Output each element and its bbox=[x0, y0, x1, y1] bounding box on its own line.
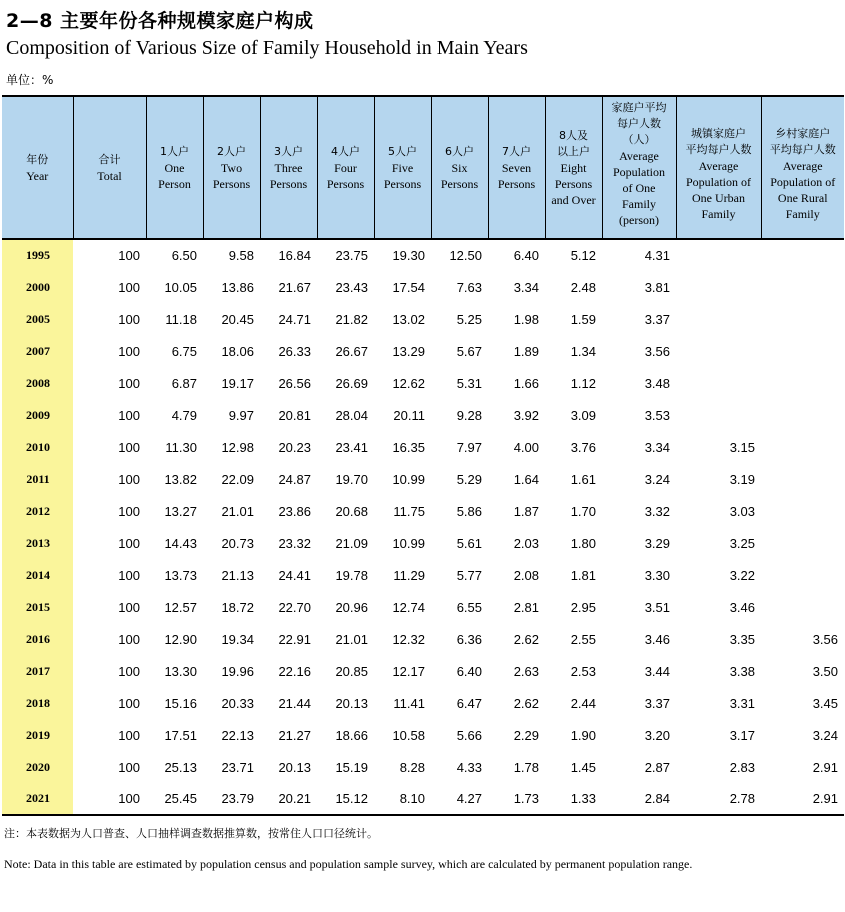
value-cell: 100 bbox=[118, 471, 140, 487]
value-cell: 19.17 bbox=[221, 375, 254, 391]
value-cell: 3.46 bbox=[729, 599, 755, 615]
year-cell: 2020 bbox=[2, 751, 73, 783]
value-cell: 23.32 bbox=[278, 535, 311, 551]
table-row bbox=[2, 271, 844, 303]
value-cell: 20.23 bbox=[278, 439, 311, 455]
value-cell: 3.32 bbox=[644, 503, 670, 519]
value-cell: 5.25 bbox=[456, 311, 482, 327]
value-cell: 23.43 bbox=[335, 279, 368, 295]
value-cell: 3.35 bbox=[729, 631, 755, 647]
year-cell: 2007 bbox=[2, 335, 73, 367]
value-cell: 3.15 bbox=[729, 439, 755, 455]
value-cell: 12.62 bbox=[392, 375, 425, 391]
value-cell: 6.40 bbox=[513, 248, 539, 263]
value-cell: 3.51 bbox=[644, 599, 670, 615]
value-cell: 21.01 bbox=[335, 631, 368, 647]
col-header-urban-average: 城镇家庭户 平均每户人数 Average Population of One Urban Family bbox=[676, 96, 761, 239]
value-cell: 100 bbox=[118, 727, 140, 743]
value-cell: 3.76 bbox=[570, 439, 596, 455]
value-cell: 17.54 bbox=[392, 279, 425, 295]
value-cell: 26.67 bbox=[335, 343, 368, 359]
value-cell: 1.81 bbox=[570, 567, 596, 583]
value-cell: 21.13 bbox=[221, 567, 254, 583]
value-cell: 10.58 bbox=[392, 727, 425, 743]
value-cell: 100 bbox=[118, 375, 140, 391]
value-cell: 5.29 bbox=[456, 471, 482, 487]
year-cell: 2000 bbox=[2, 271, 73, 303]
value-cell: 5.12 bbox=[570, 248, 596, 263]
household-composition-table bbox=[2, 95, 844, 816]
value-cell: 23.86 bbox=[278, 503, 311, 519]
value-cell: 3.03 bbox=[729, 503, 755, 519]
value-cell bbox=[761, 495, 844, 527]
table-row bbox=[2, 783, 844, 815]
value-cell: 100 bbox=[118, 311, 140, 327]
value-cell: 20.73 bbox=[221, 535, 254, 551]
value-cell: 7.63 bbox=[456, 279, 482, 295]
value-cell: 20.81 bbox=[278, 407, 311, 423]
value-cell: 3.81 bbox=[644, 279, 670, 295]
unit-label: 单位：% bbox=[6, 73, 54, 87]
value-cell: 18.06 bbox=[221, 343, 254, 359]
value-cell: 24.87 bbox=[278, 471, 311, 487]
value-cell: 2.48 bbox=[570, 279, 596, 295]
value-cell: 3.34 bbox=[513, 279, 539, 295]
value-cell: 20.21 bbox=[260, 783, 317, 815]
year-cell: 2012 bbox=[2, 495, 73, 527]
value-cell: 2.63 bbox=[513, 663, 539, 679]
table-row bbox=[2, 495, 844, 527]
value-cell: 3.17 bbox=[729, 727, 755, 743]
value-cell: 12.17 bbox=[392, 663, 425, 679]
value-cell: 2.03 bbox=[513, 535, 539, 551]
value-cell: 1.64 bbox=[513, 471, 539, 487]
value-cell: 1.33 bbox=[545, 783, 602, 815]
value-cell: 4.00 bbox=[513, 439, 539, 455]
value-cell: 12.32 bbox=[392, 631, 425, 647]
value-cell: 24.71 bbox=[278, 311, 311, 327]
value-cell: 13.02 bbox=[392, 311, 425, 327]
value-cell: 3.30 bbox=[644, 567, 670, 583]
value-cell: 3.45 bbox=[812, 695, 838, 711]
table-row bbox=[2, 399, 844, 431]
value-cell bbox=[761, 399, 844, 431]
table-row bbox=[2, 719, 844, 751]
value-cell: 23.75 bbox=[335, 248, 368, 263]
col-header-average-population: 家庭户平均 每户人数 （人） Average Population of One Family (person) bbox=[602, 96, 676, 239]
value-cell: 3.46 bbox=[644, 631, 670, 647]
value-cell: 2.29 bbox=[513, 727, 539, 743]
value-cell bbox=[761, 303, 844, 335]
value-cell: 3.56 bbox=[812, 631, 838, 647]
value-cell: 3.92 bbox=[513, 407, 539, 423]
value-cell: 8.10 bbox=[374, 783, 431, 815]
value-cell: 6.36 bbox=[456, 631, 482, 647]
footnote-cn: 注：本表数据为人口普查、人口抽样调查数据推算数，按常住人口口径统计。 bbox=[4, 827, 378, 840]
value-cell: 3.29 bbox=[644, 535, 670, 551]
value-cell: 3.24 bbox=[812, 727, 838, 743]
value-cell: 18.66 bbox=[335, 727, 368, 743]
value-cell: 20.68 bbox=[335, 503, 368, 519]
year-cell: 1995 bbox=[2, 239, 73, 271]
value-cell: 20.13 bbox=[278, 759, 311, 775]
value-cell: 6.75 bbox=[171, 343, 197, 359]
value-cell: 2.91 bbox=[812, 759, 838, 775]
year-cell: 2015 bbox=[2, 591, 73, 623]
table-row bbox=[2, 335, 844, 367]
value-cell: 6.87 bbox=[171, 375, 197, 391]
value-cell: 13.82 bbox=[164, 471, 197, 487]
col-header-rural-average: 乡村家庭户 平均每户人数 Average Population of One Rural Family bbox=[761, 96, 844, 239]
year-cell: 2008 bbox=[2, 367, 73, 399]
value-cell: 22.16 bbox=[278, 663, 311, 679]
value-cell: 9.28 bbox=[456, 407, 482, 423]
value-cell: 28.04 bbox=[335, 407, 368, 423]
value-cell: 2.81 bbox=[513, 599, 539, 615]
value-cell: 13.29 bbox=[392, 343, 425, 359]
value-cell: 2.91 bbox=[761, 783, 844, 815]
value-cell: 16.84 bbox=[278, 248, 311, 263]
value-cell: 20.45 bbox=[221, 311, 254, 327]
value-cell: 22.09 bbox=[221, 471, 254, 487]
value-cell: 5.67 bbox=[456, 343, 482, 359]
value-cell: 100 bbox=[118, 248, 140, 263]
value-cell: 19.96 bbox=[221, 663, 254, 679]
value-cell: 100 bbox=[73, 783, 146, 815]
value-cell: 1.66 bbox=[513, 375, 539, 391]
value-cell: 100 bbox=[118, 663, 140, 679]
value-cell: 11.41 bbox=[393, 695, 425, 711]
value-cell: 5.77 bbox=[456, 567, 482, 583]
value-cell: 1.73 bbox=[488, 783, 545, 815]
year-cell: 2017 bbox=[2, 655, 73, 687]
table-row bbox=[2, 463, 844, 495]
value-cell: 3.37 bbox=[644, 695, 670, 711]
value-cell: 26.69 bbox=[335, 375, 368, 391]
table-row bbox=[2, 527, 844, 559]
year-cell: 2010 bbox=[2, 431, 73, 463]
value-cell: 100 bbox=[118, 503, 140, 519]
value-cell: 15.19 bbox=[335, 759, 368, 775]
value-cell: 3.53 bbox=[644, 407, 670, 423]
value-cell: 6.55 bbox=[456, 599, 482, 615]
value-cell: 100 bbox=[118, 279, 140, 295]
value-cell: 26.33 bbox=[278, 343, 311, 359]
table-body bbox=[2, 239, 844, 815]
table-row bbox=[2, 431, 844, 463]
value-cell: 6.40 bbox=[456, 663, 482, 679]
value-cell bbox=[676, 335, 761, 367]
value-cell: 12.74 bbox=[392, 599, 425, 615]
value-cell bbox=[676, 367, 761, 399]
value-cell: 11.18 bbox=[165, 311, 197, 327]
value-cell: 5.66 bbox=[456, 727, 482, 743]
value-cell: 12.90 bbox=[164, 631, 197, 647]
value-cell: 3.56 bbox=[644, 343, 670, 359]
value-cell: 100 bbox=[118, 535, 140, 551]
year-cell: 2013 bbox=[2, 527, 73, 559]
table-row bbox=[2, 751, 844, 783]
value-cell: 3.24 bbox=[644, 471, 670, 487]
year-cell: 2014 bbox=[2, 559, 73, 591]
value-cell: 2.95 bbox=[570, 599, 596, 615]
value-cell bbox=[761, 271, 844, 303]
value-cell: 11.29 bbox=[393, 567, 425, 583]
value-cell: 2.44 bbox=[570, 695, 596, 711]
value-cell: 1.12 bbox=[570, 375, 596, 391]
value-cell bbox=[761, 335, 844, 367]
value-cell: 3.44 bbox=[644, 663, 670, 679]
table-row bbox=[2, 655, 844, 687]
year-cell: 2018 bbox=[2, 687, 73, 719]
value-cell: 100 bbox=[118, 407, 140, 423]
col-header-six-persons: 6人户 Six Persons bbox=[431, 96, 488, 239]
value-cell: 5.61 bbox=[456, 535, 482, 551]
col-header-two-persons: 2人户 Two Persons bbox=[203, 96, 260, 239]
value-cell: 17.51 bbox=[164, 727, 197, 743]
value-cell bbox=[761, 559, 844, 591]
value-cell: 20.96 bbox=[335, 599, 368, 615]
year-cell: 2021 bbox=[2, 783, 73, 815]
value-cell bbox=[761, 431, 844, 463]
value-cell: 1.45 bbox=[570, 759, 596, 775]
value-cell: 2.53 bbox=[570, 663, 596, 679]
table-row bbox=[2, 687, 844, 719]
value-cell: 14.43 bbox=[164, 535, 197, 551]
value-cell: 3.50 bbox=[812, 663, 838, 679]
value-cell: 2.84 bbox=[602, 783, 676, 815]
value-cell: 7.97 bbox=[456, 439, 482, 455]
value-cell: 3.20 bbox=[644, 727, 670, 743]
value-cell: 12.57 bbox=[164, 599, 197, 615]
value-cell: 8.28 bbox=[399, 759, 425, 775]
value-cell: 3.19 bbox=[729, 471, 755, 487]
value-cell: 3.25 bbox=[729, 535, 755, 551]
value-cell: 100 bbox=[118, 631, 140, 647]
value-cell bbox=[676, 239, 761, 271]
value-cell: 2.62 bbox=[513, 631, 539, 647]
value-cell: 20.85 bbox=[335, 663, 368, 679]
value-cell: 20.13 bbox=[335, 695, 368, 711]
table-row bbox=[2, 239, 844, 271]
page-title-cn: 2—8 主要年份各种规模家庭户构成 bbox=[6, 10, 314, 32]
value-cell: 26.56 bbox=[278, 375, 311, 391]
value-cell: 19.70 bbox=[335, 471, 368, 487]
value-cell: 10.99 bbox=[392, 535, 425, 551]
table-row bbox=[2, 367, 844, 399]
value-cell: 1.90 bbox=[570, 727, 596, 743]
year-cell: 2016 bbox=[2, 623, 73, 655]
year-cell: 2009 bbox=[2, 399, 73, 431]
col-header-five-persons: 5人户 Five Persons bbox=[374, 96, 431, 239]
value-cell: 100 bbox=[118, 567, 140, 583]
value-cell: 4.79 bbox=[171, 407, 197, 423]
col-header-seven-persons: 7人户 Seven Persons bbox=[488, 96, 545, 239]
table-row bbox=[2, 559, 844, 591]
value-cell: 1.61 bbox=[570, 471, 596, 487]
value-cell: 23.41 bbox=[335, 439, 368, 455]
year-cell: 2011 bbox=[2, 463, 73, 495]
value-cell: 3.22 bbox=[729, 567, 755, 583]
header-row bbox=[2, 96, 844, 239]
table-row bbox=[2, 303, 844, 335]
value-cell: 12.50 bbox=[449, 248, 482, 263]
value-cell: 21.01 bbox=[221, 503, 254, 519]
value-cell: 19.34 bbox=[221, 631, 254, 647]
value-cell: 2.55 bbox=[570, 631, 596, 647]
value-cell: 3.34 bbox=[644, 439, 670, 455]
table-row bbox=[2, 591, 844, 623]
value-cell: 24.41 bbox=[278, 567, 311, 583]
value-cell: 21.67 bbox=[278, 279, 311, 295]
value-cell: 2.87 bbox=[644, 759, 670, 775]
value-cell: 13.86 bbox=[221, 279, 254, 295]
value-cell bbox=[761, 463, 844, 495]
value-cell: 4.33 bbox=[456, 759, 482, 775]
col-header-eight-and-over: 8人及 以上户 Eight Persons and Over bbox=[545, 96, 602, 239]
value-cell: 100 bbox=[118, 343, 140, 359]
value-cell: 1.80 bbox=[570, 535, 596, 551]
value-cell: 3.48 bbox=[644, 375, 670, 391]
value-cell: 21.09 bbox=[335, 535, 368, 551]
value-cell: 1.87 bbox=[513, 503, 539, 519]
value-cell: 20.11 bbox=[393, 407, 425, 423]
year-cell: 2005 bbox=[2, 303, 73, 335]
value-cell: 100 bbox=[118, 759, 140, 775]
value-cell: 100 bbox=[118, 695, 140, 711]
page-title-en: Composition of Various Size of Family Household in Main Years bbox=[6, 37, 528, 59]
value-cell: 21.27 bbox=[278, 727, 311, 743]
value-cell: 9.97 bbox=[228, 407, 254, 423]
value-cell: 19.30 bbox=[392, 248, 425, 263]
value-cell: 1.59 bbox=[570, 311, 596, 327]
value-cell: 2.78 bbox=[676, 783, 761, 815]
value-cell: 1.70 bbox=[570, 503, 596, 519]
value-cell: 1.78 bbox=[513, 759, 539, 775]
col-header-three-persons: 3人户 Three Persons bbox=[260, 96, 317, 239]
value-cell: 6.50 bbox=[171, 248, 197, 263]
value-cell: 13.30 bbox=[164, 663, 197, 679]
value-cell: 15.16 bbox=[164, 695, 197, 711]
value-cell: 11.75 bbox=[393, 503, 425, 519]
value-cell: 2.62 bbox=[513, 695, 539, 711]
value-cell: 13.73 bbox=[164, 567, 197, 583]
value-cell: 1.98 bbox=[513, 311, 539, 327]
value-cell bbox=[761, 527, 844, 559]
value-cell: 19.78 bbox=[335, 567, 368, 583]
value-cell: 11.30 bbox=[165, 439, 197, 455]
value-cell: 18.72 bbox=[221, 599, 254, 615]
value-cell: 4.31 bbox=[644, 248, 670, 263]
value-cell: 5.31 bbox=[456, 375, 482, 391]
value-cell: 100 bbox=[118, 439, 140, 455]
value-cell: 3.37 bbox=[644, 311, 670, 327]
value-cell bbox=[761, 239, 844, 271]
value-cell bbox=[676, 271, 761, 303]
value-cell: 3.31 bbox=[729, 695, 755, 711]
col-header-year: 年份 Year bbox=[2, 96, 73, 239]
value-cell: 2.83 bbox=[729, 759, 755, 775]
value-cell: 1.34 bbox=[570, 343, 596, 359]
value-cell: 20.33 bbox=[221, 695, 254, 711]
year-cell: 2019 bbox=[2, 719, 73, 751]
value-cell: 15.12 bbox=[317, 783, 374, 815]
value-cell: 6.47 bbox=[456, 695, 482, 711]
value-cell: 1.89 bbox=[513, 343, 539, 359]
value-cell: 16.35 bbox=[392, 439, 425, 455]
value-cell bbox=[676, 399, 761, 431]
table-row bbox=[2, 623, 844, 655]
value-cell: 22.70 bbox=[278, 599, 311, 615]
value-cell: 22.91 bbox=[278, 631, 311, 647]
value-cell: 13.27 bbox=[164, 503, 197, 519]
col-header-total: 合计 Total bbox=[73, 96, 146, 239]
value-cell: 23.79 bbox=[203, 783, 260, 815]
value-cell: 21.82 bbox=[335, 311, 368, 327]
value-cell: 25.45 bbox=[146, 783, 203, 815]
value-cell: 10.05 bbox=[164, 279, 197, 295]
value-cell: 4.27 bbox=[431, 783, 488, 815]
value-cell: 21.44 bbox=[278, 695, 311, 711]
value-cell: 100 bbox=[118, 599, 140, 615]
col-header-four-persons: 4人户 Four Persons bbox=[317, 96, 374, 239]
value-cell: 10.99 bbox=[392, 471, 425, 487]
value-cell bbox=[761, 591, 844, 623]
value-cell: 5.86 bbox=[456, 503, 482, 519]
value-cell: 23.71 bbox=[221, 759, 254, 775]
value-cell: 2.08 bbox=[513, 567, 539, 583]
value-cell: 3.09 bbox=[570, 407, 596, 423]
value-cell: 9.58 bbox=[228, 248, 254, 263]
col-header-one-person: 1人户 One Person bbox=[146, 96, 203, 239]
value-cell: 25.13 bbox=[164, 759, 197, 775]
value-cell: 22.13 bbox=[221, 727, 254, 743]
value-cell: 12.98 bbox=[221, 439, 254, 455]
value-cell bbox=[676, 303, 761, 335]
footnote-en: Note: Data in this table are estimated by population census and population sample survey, which are calculated by permanent population range. bbox=[4, 857, 693, 871]
value-cell: 3.38 bbox=[729, 663, 755, 679]
value-cell bbox=[761, 367, 844, 399]
